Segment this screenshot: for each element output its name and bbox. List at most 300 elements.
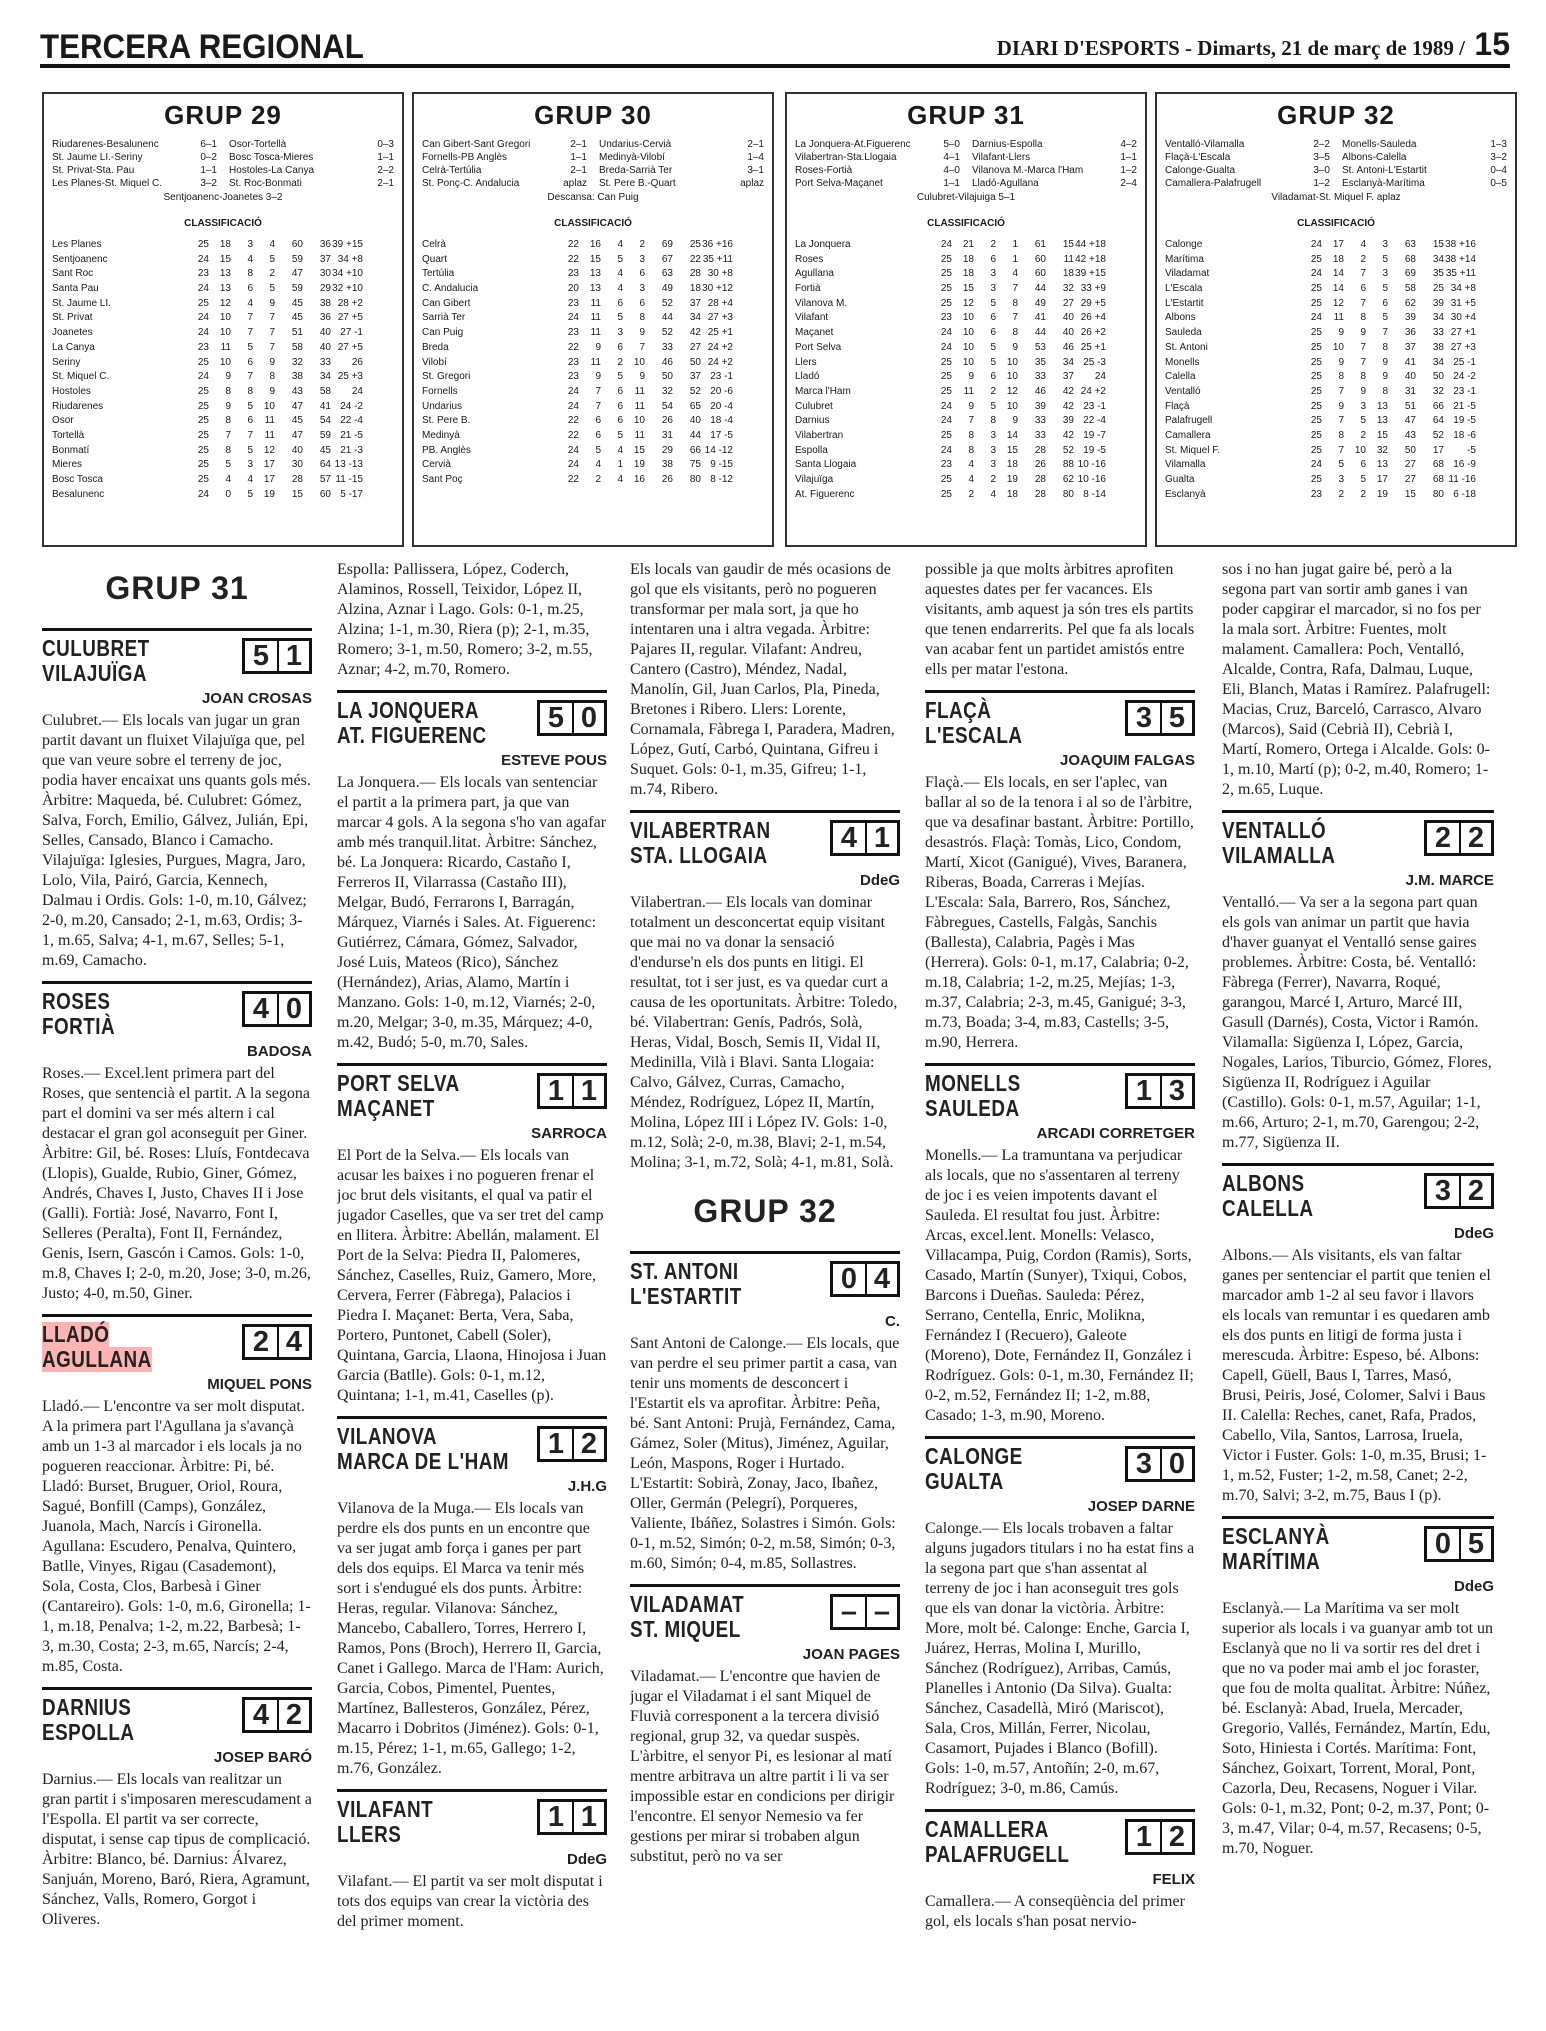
match-report: [925, 1809, 1195, 1932]
home-team: VILADAMAT: [630, 1591, 745, 1617]
match-report: [630, 1584, 900, 1867]
home-team: VENTALLÓ: [1222, 817, 1327, 843]
away-team: L'ESTARTIT: [630, 1283, 742, 1309]
table-row: L'Estartit 25 12 7 6 62 39 31 +5: [1165, 297, 1476, 309]
match-report: [42, 981, 312, 1304]
home-team: LA JONQUERA: [337, 697, 479, 723]
classification-label: CLASSIFICACIÓ: [1297, 218, 1375, 229]
fixture-note: Descansa: Can Puig: [547, 192, 639, 203]
score-digit: 2: [1434, 822, 1452, 854]
fixture: St. Antoni-L'Estartit 0–4: [1342, 165, 1507, 176]
away-team: CALELLA: [1222, 1195, 1314, 1221]
reporter-name: DdeG: [859, 872, 900, 889]
table-row: Fortià 25 15 3 7 44 32 33 +9: [795, 283, 1106, 295]
report-text: Espolla: Pallissera, López, Coderch, Alaminos, Rossell, Teixidor, López II, Alzina, Aznar i Lago. Gols: 0-1, m.25, Alzina; 1-1, m.30, Riera (p); 2-1, m.35, Romero; 3-1, m.50, Romero; 3-2, m.55, Aznar; 4-2, m.70, Romero.: [337, 561, 593, 678]
away-team: MARÍTIMA: [1222, 1548, 1321, 1574]
report-text: Albons.— Als visitants, els van faltar ganes per sentenciar el partit que tenien el marcador amb 1-2 al seu favor i llavors els locals van remuntar i es quedaren amb els dos punts en litigi de forma justa i merescuda. Àrbitre: Espeso, bé. Albons: Capell, Güell, Baus I, Tarres, Masó, Brusi, Peiris, José, Colomer, Salvi i Baus II. Calella: Reches, canet, Rafa, Prados, Cabello, Vila, Santos, Larrosa, Iruela, Victor i Fuster. Gols: 1-0, m.35, Brusi; 1-1, m.52, Fuster; 1-2, m.58, Canet; 2-2, m.70, Salvi; 3-2, m.75, Baus I (p).: [1222, 1247, 1491, 1504]
fixtures: [52, 139, 394, 190]
away-team: AT. FIGUERENC: [337, 722, 487, 748]
score-digit: 1: [547, 1075, 565, 1107]
table-row: Calonge 24 17 4 3 63 15 38 +16: [1165, 239, 1476, 250]
score-digit: 5: [1459, 1529, 1491, 1559]
table-row: Gualta 25 3 5 17 27 68 11 -16: [1165, 474, 1476, 485]
table-row: Breda 22 9 6 7 33 27 24 +2: [422, 341, 733, 353]
fixture-note: Viladamat-St. Miquel F. aplaz: [1271, 192, 1401, 203]
score-box: [830, 1594, 900, 1630]
report-text: Darnius.— Els locals van realitzar un gran partit i s'imposaren merescudament a l'Espolla. El partit va ser correcte, disputat, i sense cap tipus de complicació. Àrbitre: Blanco, bé. Darnius: Álvarez, Sanjuán, Moreno, Baró, Riera, Agramunt, Sánchez, Valls, Romero, Gorgot i Oliveres.: [42, 1771, 312, 1928]
reporter-name: ESTEVE POUS: [501, 752, 607, 769]
match-report: [1222, 1516, 1494, 1859]
reporter-name: JOAN PAGES: [802, 1646, 900, 1663]
match-header: [630, 1251, 900, 1309]
report-text: sos i no han jugat gaire bé, però a la segona part van sortir amb ganes i van poder capgirar el marcador, si no fos per la mala sort. Àrbitre: Fuentes, molt malament. Camallera: Poch, Ventalló, Alcalde, Contra, Rafa, Dalmau, Luque, Eli, Blanch, Matas i Ramírez. Palafrugell: Macias, Cruz, Barceló, Carrasco, Alvaro (Marcos), Said (Cebrià II), Cebrià I, Martí, Romero, Ortega i Alcalde. Gols: 0-1, m.10, Martí (p); 0-2, m.40, Romero; 1-2, m.65, Luque.: [1222, 561, 1491, 798]
match-report: [1222, 1163, 1494, 1506]
report-text: Roses.— Excel.lent primera part del Roses, que sentencià el partit. A la segona part el domini va ser més altern i cal destacar el gran gol aconseguit per Giner. Àrbitre: Gil, bé. Roses: Lluís, Fontdecava (Llopis), Gualde, Rubio, Giner, Gómez, Andrés, Chaves I, Justo, Chaves II i Jose (Galli). Fortià: José, Navarro, Font I, Selleres (Peralta), Font II, Fernández, Genis, Isern, Gascón i Camos. Gols: 1-0, m.8, Chaves I; 2-0, m.20, Jose; 3-0, m.26, Justo; 4-0, m.50, Giner.: [42, 1065, 311, 1302]
reporter-name: C.: [885, 1313, 900, 1330]
fixture: Fornells-PB Anglès 1–1: [422, 152, 587, 163]
group-box: [42, 92, 404, 547]
match-header: [42, 1314, 312, 1372]
match-header: [42, 628, 312, 686]
fixture: St. Jaume LI.-Seriny 0–2: [52, 152, 217, 163]
match-report: [337, 1063, 607, 1406]
score-digit: 0: [277, 994, 309, 1024]
match-header: [337, 1416, 607, 1474]
fixtures: [422, 139, 764, 190]
match-header: [1222, 1516, 1494, 1574]
score-digit: 1: [547, 1801, 565, 1833]
table-row: At. Figuerenc 25 2 4 18 28 80 8 -14: [795, 488, 1106, 500]
score-digit: –: [840, 1596, 858, 1628]
report-text: Ventalló.— Va ser a la segona part quan els gols van animar un partit que havia d'haver guanyat el Ventalló sense gaires problemes. Àrbitre: Costa, bé. Ventalló: Fàbrega (Ferrer), Navarra, Roqué, garangou, Marcé I, Arturo, Marcé III, Gasull (Darnés), Costa, Victor i Ramón. Vilamalla: Sigüenza I, López, Garcia, Nogales, Larios, Tiburcio, Gómez, Flores, Sigüenza II, Rodríguez i Aguilar (Castillo). Gols: 0-1, m.57, Aguilar; 1-1, m.66, Arturo; 2-1, m.70, Garengou; 2-2, m.77, Sigüenza II.: [1222, 894, 1492, 1151]
article-column: [630, 560, 900, 2020]
match-report: [337, 690, 607, 1053]
report-text: Calonge.— Els locals trobaven a faltar alguns jugadors titulars i no ha estat fins a la segona part que s'han assentat al terreny de joc i han aconseguit tres gols que els van donar la victòria. Àrbitre: More, molt bé. Calonge: Enche, Garcia I, Juárez, Herras, Molina I, Murillo, Sánchez (Rodríguez), Arribas, Camús, Planelles i Antonio (Da Silva). Gualta: Sánchez, Casadellà, Miró (Mariscot), Sala, Cros, Millán, Ferrer, Nicolau, Casamort, Pujades i Blanco (Bofill). Gols: 1-0, m.57, Antoñín; 2-0, m.67, Rodríguez; 3-0, m.86, Camús.: [925, 1520, 1195, 1797]
score-digit: 1: [277, 641, 309, 671]
table-row: Cervià 24 4 1 19 38 75 9 -15: [422, 459, 733, 471]
table-row: Vilobí 23 11 2 10 46 50 24 +2: [422, 356, 733, 368]
fixture: Flaçà-L'Escala 3–5: [1165, 152, 1330, 163]
table-row: Sauleda 25 9 9 7 36 33 27 +1: [1165, 327, 1476, 339]
score-digit: 5: [252, 640, 270, 672]
fixture: Darnius-Espolla 4–2: [972, 139, 1137, 150]
score-digit: 3: [1160, 1076, 1192, 1106]
score-digit: 1: [572, 1802, 604, 1832]
table-row: Monells 25 9 7 9 41 34 25 -1: [1165, 356, 1476, 368]
table-row: St. Jaume LI. 25 12 4 9 45 38 28 +2: [52, 297, 363, 309]
fixtures: [1165, 139, 1507, 190]
report-text: Viladamat.— L'encontre que havien de jugar el Viladamat i el sant Miquel de Fluvià corresponent a la tercera divisió regional, grup 32, va quedar suspès. L'àrbitre, el senyor Pi, es lesionar al matí mentre arbitrava un altre partit i li va ser impossible estar en condicions per dirigir l'encontre. El senyor Nemesio va fer gestions per mirar si trobaben algun substitut, però no va ser: [630, 1668, 895, 1865]
home-team: VILABERTRAN: [630, 817, 771, 843]
table-row: Darnius 24 7 8 9 33 39 22 -4: [795, 415, 1106, 427]
home-team: ST. ANTONI: [630, 1258, 739, 1284]
report-text: Camallera.— A conseqüència del primer gol, els locals s'han posat nervio-: [925, 1893, 1185, 1930]
group-box: [785, 92, 1147, 547]
match-header: [337, 1789, 607, 1847]
fixture: Port Selva-Maçanet 1–1: [795, 178, 960, 189]
reporter-name: ARCADI CORRETGER: [1036, 1125, 1195, 1142]
score-digit: 2: [1160, 1822, 1192, 1852]
score-digit: 4: [865, 1264, 897, 1294]
classification-label: CLASSIFICACIÓ: [554, 218, 632, 229]
table-row: Agullana 25 18 3 4 60 18 39 +15: [795, 268, 1106, 280]
score-box: [1424, 820, 1494, 856]
table-row: Vilabertran 25 8 3 14 33 42 19 -7: [795, 429, 1106, 441]
report-text: Vilanova de la Muga.— Els locals van perdre els dos punts en un encontre que va ser jugat amb força i ganes per part dels dos equips. El Marca va tenir més sort i s'endugué els dos punts. Àrbitre: Heras, regular. Vilanova: Sánchez, Mancebo, Caballero, Torres, Herrero I, Ramos, Pons (Broch), Herrero II, Garcia, Canet i Gallego. Marca de l'Ham: Aurich, Garcia, Cobos, Pimentel, Puentes, Martínez, Ballesteros, González, Pérez, Macarro i Dobritos (Jiménez). Gols: 0-1, m.15, Pérez; 1-1, m.65, Gallego; 1-2, m.76, González.: [337, 1500, 604, 1777]
score-digit: 0: [840, 1263, 858, 1295]
group-title: GRUP 31: [907, 100, 1025, 130]
fixture: St. Privat-Sta. Pau 1–1: [52, 165, 217, 176]
article-column: [337, 560, 607, 2020]
score-digit: 2: [572, 1429, 604, 1459]
table-row: St. Privat 24 10 7 7 45 36 27 +5: [52, 312, 363, 324]
match-report: [337, 1416, 607, 1779]
match-header: [925, 1809, 1195, 1867]
table-row: Espolla 24 8 3 15 28 52 19 -5: [795, 444, 1106, 456]
table-row: Calella 25 8 8 9 40 50 24 -2: [1165, 371, 1476, 383]
fixture: Vilanova M.-Marca l'Ham 1–2: [972, 165, 1137, 176]
home-team: CULUBRET: [42, 635, 150, 661]
page-header: [40, 24, 1510, 68]
table-row: Bonmatí 25 8 5 12 40 45 21 -3: [52, 444, 363, 456]
reporter-name: JOSEP DARNE: [1087, 1498, 1195, 1515]
home-team: VILAFANT: [337, 1796, 434, 1822]
fixture: Albons-Calella 3–2: [1342, 152, 1507, 163]
fixture: Bosc Tosca-Mieres 1–1: [229, 152, 394, 163]
newspaper-info: DIARI D'ESPORTS - Dimarts, 21 de març de 1989 /: [996, 36, 1465, 60]
table-row: Mieres 25 5 3 17 30 64 13 -13: [52, 459, 363, 471]
table-row: St. Miquel F. 25 7 10 32 50 17 -5: [1165, 444, 1476, 456]
score-digit: 3: [1135, 702, 1153, 734]
table-row: Llers 25 10 5 10 35 34 25 -3: [795, 356, 1106, 368]
reporter-name: SARROCA: [531, 1125, 607, 1142]
match-report: [925, 690, 1195, 1053]
score-digit: 2: [277, 1700, 309, 1730]
report-text: Flaçà.— Els locals, en ser l'aplec, van ballar al so de la tenora i al so de l'àrbitre, que va desafinar bastant. Àrbitre: Portillo, desastrós. Flaçà: Tomàs, Lico, Condom, Martí, Xicot (Ganigué), Vives, Baranera, Riberas, Boada, Carreras i Mejías. L'Escala: Sala, Barrero, Ros, Sánchez, Fàbregues, Castells, Falgàs, Sanchis (Ballesta), Calabria, Pagès i Mas (Herrera). Gols: 0-1, m.17, Calabria; 0-2, m.18, Calabria; 1-2, m.25, Mejías; 1-3, m.37, Calabria; 2-3, m.45, Ganigué; 3-3, m.73, Boada; 3-4, m.83, Castells; 3-5, m.90, Herrera.: [925, 774, 1194, 1051]
table-row: Ventalló 25 7 9 8 31 32 23 -1: [1165, 385, 1476, 397]
table-row: Can Puig 23 11 3 9 52 42 25 +1: [422, 327, 733, 339]
score-digit: 1: [1135, 1075, 1153, 1107]
group-title: GRUP 29: [164, 100, 282, 130]
table-row: St. Miquel C. 24 9 7 8 38 34 25 +3: [52, 371, 363, 383]
away-team: VILAJUÏGA: [42, 660, 148, 686]
report-text: Culubret.— Els locals van jugar un gran partit davant un fluixet Vilajuïga que, pel que van veure sobre el terreny de joc, podia haver encaixat uns quants gols més. Àrbitre: Maqueda, bé. Culubret: Gómez, Salva, Forch, Emilio, Gálvez, Julián, Epi, Selles, Cansado, Blanco i Camacho. Vilajuïga: Iglesies, Purgues, Magra, Jaro, Lolo, Vila, Pairó, Garcia, Kennech, Dalmau i Ordis. Gols: 1-0, m.10, Gálvez; 2-0, m.20, Cansado; 2-1, m.63, Ordis; 3-1, m.65, Salva; 4-1, m.67, Selles; 5-1, m.69, Camacho.: [42, 712, 311, 969]
reporter-name: JOAN CROSAS: [201, 690, 312, 707]
report-text: La Jonquera.— Els locals van sentenciar el partit a la primera part, ja que van marcar 4 gols. A la segona s'ho van agafar amb més tranquil.litat. Àrbitre: Sánchez, bé. La Jonquera: Ricardo, Castaño I, Ferreros II, Vilarrassa (Castaño III), Melgar, Budó, Ferrarons I, Barragán, Márquez, Viarnés i Sales. At. Figuerenc: Gutiérrez, Cámara, Gómez, Salvador, José Luis, Mateos (Rico), Sánchez (Hernández), Arias, Alamo, Martín i Manzano. Gols: 1-0, m.12, Viarnés; 2-0, m.20, Melgar; 3-0, m.35, Márquez; 4-0, m.42, Budó; 5-0, m.70, Sales.: [337, 774, 607, 1051]
fixture: Lladó-Agullana 2–4: [972, 178, 1137, 189]
score-digit: 4: [840, 822, 858, 854]
match-report: [925, 1436, 1195, 1799]
table-row: St. Pere B. 22 6 6 10 26 40 18 -4: [422, 415, 733, 427]
table-row: Bosc Tosca 25 4 4 17 28 57 11 -15: [52, 474, 363, 485]
reporter-name: DdeG: [1453, 1225, 1494, 1242]
score-digit: 4: [277, 1327, 309, 1357]
score-box: [1424, 1526, 1494, 1562]
table-row: Sarrià Ter 24 11 5 8 44 34 27 +3: [422, 312, 733, 324]
score-box: [830, 1261, 900, 1297]
score-box: [242, 991, 312, 1027]
fixture: La Jonquera-At.Figuerenc 5–0: [795, 139, 960, 150]
match-report: [337, 1789, 607, 1932]
table-row: Hostoles 25 8 8 9 43 58 24: [52, 385, 363, 397]
score-digit: 0: [1434, 1528, 1452, 1560]
match-header: [630, 810, 900, 868]
table-row: Santa Pau 24 13 6 5 59 29 32 +10: [52, 283, 363, 295]
fixture: St. Ponç-C. Andalucia aplaz: [422, 178, 587, 189]
table-row: Joanetes 24 10 7 7 51 40 27 -1: [52, 327, 363, 339]
score-digit: 5: [1160, 703, 1192, 733]
reporter-name: JOAQUIM FALGAS: [1059, 752, 1195, 769]
group-heading: GRUP 31: [105, 570, 249, 606]
report-text: El Port de la Selva.— Els locals van acusar les baixes i no pogueren frenar el joc brut dels visitants, el qual va patir el jugador Caselles, que va ser tret del camp en llitera. Àrbitre: Abellán, malament. El Port de la Selva: Piedra II, Palomeres, Sánchez, Caselles, Ruiz, Gamero, More, Cervera, Ferrer (Fàbrega), Palacios i Piedra I. Maçanet: Berta, Vera, Saba, Portero, Puntonet, Cabell (Soler), Quintana, Garcia, Llaona, Hinojosa i Juan Garcia (Batlle). Gols: 0-1, m.12, Quintana; 1-1, m.41, Caselles (p).: [337, 1147, 607, 1404]
score-box: [537, 1073, 607, 1109]
match-header: [42, 981, 312, 1039]
match-report: [42, 1687, 312, 1930]
score-box: [242, 638, 312, 674]
fixture: Breda-Sarrià Ter 3–1: [599, 165, 764, 176]
match-header: [925, 1436, 1195, 1494]
table-row: Vilanova M. 25 12 5 8 49 27 29 +5: [795, 297, 1106, 309]
table-row: Lladó 25 9 6 10 33 37 24: [795, 371, 1106, 383]
score-digit: 2: [1459, 1176, 1491, 1206]
fixture: Calonge-Gualta 3–0: [1165, 165, 1330, 176]
score-digit: 1: [572, 1076, 604, 1106]
score-digit: 5: [547, 702, 565, 734]
score-digit: 1: [547, 1428, 565, 1460]
score-box: [1125, 700, 1195, 736]
score-box: [830, 820, 900, 856]
score-digit: 0: [1160, 1449, 1192, 1479]
fixture: Esclanyà-Marítima 0–5: [1342, 178, 1507, 189]
home-team: ESCLANYÀ: [1222, 1523, 1330, 1549]
table-row: Marítima 25 18 2 5 68 34 38 +14: [1165, 253, 1476, 265]
table-row: Vilajuïga 25 4 2 19 28 62 10 -16: [795, 474, 1106, 485]
table-row: Viladamat 24 14 7 3 69 35 35 +11: [1165, 268, 1476, 280]
match-header: [925, 690, 1195, 748]
score-box: [1125, 1819, 1195, 1855]
report-text: Monells.— La tramuntana va perjudicar als locals, que no s'assentaren al terreny de joc i es veien impotents davant el Sauleda. El resultat fou just. Àrbitre: Arcas, excel.lent. Monells: Velasco, Villacampa, Puig, Cordon (Ramis), Sorts, Casado, Martín (Sunyer), Txiqui, Cobos, Barcons i Dueñas. Sauleda: Pérez, Serrano, Centella, Enric, Molikna, Fernández I (Recuero), Galeote (Moreno), Dote, Fernández II, González i Rodríguez. Gols: 0-1, m.30, Fernández II; 0-2, m.52, Fernández II; 1-2, m.88, Casado; 1-3, m.90, Moreno.: [925, 1147, 1194, 1424]
group-box: [1155, 92, 1517, 547]
score-digit: 4: [252, 993, 270, 1025]
score-box: [1125, 1073, 1195, 1109]
score-digit: 1: [865, 823, 897, 853]
section-title: TERCERA REGIONAL: [40, 28, 364, 66]
classification-label: CLASSIFICACIÓ: [184, 218, 262, 229]
table-row: Santa Llogaia 23 4 3 18 26 88 10 -16: [795, 459, 1106, 471]
home-team: CAMALLERA: [925, 1816, 1049, 1842]
fixture: Vilafant-Llers 1–1: [972, 152, 1137, 163]
table-row: St. Antoni 25 10 7 8 37 38 27 +3: [1165, 341, 1476, 353]
table-row: La Canya 23 11 5 7 58 40 27 +5: [52, 341, 363, 353]
score-box: [537, 1426, 607, 1462]
table-row: Tortellà 25 7 7 11 47 59 21 -5: [52, 429, 363, 441]
fixture: Celrà-Tertúlia 2–1: [422, 165, 587, 176]
score-box: [1125, 1446, 1195, 1482]
score-digit: –: [865, 1597, 897, 1627]
table-row: La Jonquera 24 21 2 1 61 15 44 +18: [795, 239, 1106, 250]
fixture: Medinyà-Vilobí 1–4: [599, 152, 764, 163]
table-row: Seriny 25 10 6 9 32 33 26: [52, 356, 363, 368]
score-box: [242, 1324, 312, 1360]
away-team: L'ESCALA: [925, 722, 1023, 748]
match-report: [42, 628, 312, 971]
home-team: CALONGE: [925, 1443, 1023, 1469]
report-text: Esclanyà.— La Marítima va ser molt superior als locals i va guanyar amb tot un Esclanyà que no li va sortir res del dret i que no va poder mai amb el joc foraster, que fou de molta qualitat. Àrbitre: Núñez, bé. Esclanyà: Abad, Iruela, Mercader, Gregorio, Vallés, Fernández, Martín, Edu, Soto, Hiniesta i Cortés. Marítima: Font, Sánchez, Goixart, Torrent, Moral, Pont, Cazorla, Deu, Recasens, Noguer i Vilar. Gols: 0-1, m.32, Pont; 0-2, m.37, Pont; 0-3, m.47, Vilar; 0-4, m.57, Recasens; 0-5, m.70, Noguer.: [1222, 1600, 1494, 1857]
home-team: VILANOVA: [337, 1423, 437, 1449]
table-row: St. Gregori 23 9 5 9 50 37 23 -1: [422, 371, 733, 383]
table-row: Vilamalla 24 5 6 13 27 68 16 -9: [1165, 459, 1476, 471]
table-row: Sentjoanenc 24 15 4 5 59 37 34 +8: [52, 253, 363, 265]
table-row: Flaçà 25 9 3 13 51 66 21 -5: [1165, 400, 1476, 412]
fixture: Vilabertran-Sta.Llogaia 4–1: [795, 152, 960, 163]
away-team: MARCA DE L'HAM: [337, 1448, 510, 1474]
away-team: GUALTA: [925, 1468, 1004, 1494]
table-row: PB. Anglès 24 5 4 15 29 66 14 -12: [422, 444, 733, 456]
reporter-name: DdeG: [1453, 1578, 1494, 1595]
fixtures: [795, 139, 1137, 190]
table-row: Sant Roc 23 13 8 2 47 30 34 +10: [52, 268, 363, 280]
table-row: Port Selva 24 10 5 9 53 46 25 +1: [795, 341, 1106, 353]
report-text: Vilabertran.— Els locals van dominar totalment un desconcertat equip visitant que mai no va donar la sensació d'endurse'n els dos punts en litigi. El resultat, tot i ser just, es va quedar curt a causa de les oportunitats. Àrbitre: Toledo, bé. Vilabertran: Genís, Padrós, Solà, Heras, Vidal, Bosch, Semis II, Vidal II, Medinilla, Vilà i Blavi. Santa Llogaia: Calvo, Gálvez, Curras, Camacho, Méndez, Rodríguez, López II, Martín, Molina, López III i López IV. Gols: 1-0, m.12, Solà; 2-0, m.38, Blavi; 2-1, m.54, Molina; 3-1, m.72, Solà; 4-1, m.81, Solà.: [630, 894, 898, 1171]
table-row: Celrà 22 16 4 2 69 25 36 +16: [422, 239, 733, 250]
score-digit: 2: [252, 1326, 270, 1358]
report-text: Sant Antoni de Calonge.— Els locals, que van perdre el seu primer partit a casa, van tenir uns moments de desconcert i l'Estartit els va aprofitar. Àrbitre: Peña, bé. Sant Antoni: Prujà, Fernández, Cama, Gámez, Soler (Mitus), Jiménez, Aguilar, León, Maspons, Roger i Hurtado. L'Estartit: Sobirà, Zonay, Jaco, Ibañez, Oller, Germán (Pelegrí), Porqueres, Valiente, Ibáñez, Solastres i Simón. Gols: 0-1, m.52, Simón; 0-2, m.58, Simón; 0-3, m.60, Simón; 0-4, m.85, Sollastres.: [630, 1335, 900, 1572]
fixture: Can Gibert-Sant Gregori 2–1: [422, 139, 587, 150]
table-row: Esclanyà 23 2 2 19 15 80 6 -18: [1165, 488, 1476, 500]
away-team: PALAFRUGELL: [925, 1841, 1070, 1867]
table-row: Roses 25 18 6 1 60 11 42 +18: [795, 253, 1106, 265]
home-team: FLAÇÀ: [925, 697, 992, 723]
away-team: SAULEDA: [925, 1095, 1020, 1121]
home-team: MONELLS: [925, 1070, 1021, 1096]
report-text: Lladó.— L'encontre va ser molt disputat. A la primera part l'Agullana ja s'avançà amb un 1-3 al marcador i els locals ja no pogueren reaccionar. Àrbitre: Pi, bé. Lladó: Burset, Bruguer, Oriol, Roura, Sagué, Bonfill (Camps), González, Juanola, Mach, Narcís i Gironella. Agullana: Escudero, Penalva, Quintero, Batlle, Vinyes, Rigau (Casademont), Sola, Costa, Clos, Barbesà i Giner (Cantareiro). Gols: 1-0, m.6, Gironella; 1-1, m.18, Penalva; 1-2, m.22, Barbesà; 1-3, m.30, Costa; 2-3, m.65, Narcís; 2-4, m.85, Costa.: [42, 1398, 311, 1675]
match-report: [925, 1063, 1195, 1426]
table-row: Can Gibert 23 11 6 6 52 37 28 +4: [422, 297, 733, 309]
away-team: MAÇANET: [337, 1095, 435, 1121]
reporter-name: BADOSA: [246, 1043, 312, 1060]
report-text: possible ja que molts àrbitres aprofiten aquestes dates per fer vacances. Els visitants, amb aquest ja són tres els partits que tenen endarrerits. Pel que fa als locals van acabar fent un partidet amistós entre ells per matar l'estona.: [925, 561, 1195, 678]
score-digit: 3: [1135, 1448, 1153, 1480]
table-row: Medinyà 22 6 5 11 31 44 17 -5: [422, 429, 733, 441]
score-digit: 4: [252, 1699, 270, 1731]
table-row: Vilafant 23 10 6 7 41 40 26 +4: [795, 312, 1106, 324]
reporter-name: FELIX: [1152, 1871, 1195, 1888]
match-report: [630, 1251, 900, 1574]
home-team: DARNIUS: [42, 1694, 132, 1720]
table-row: Les Planes 25 18 3 4 60 36 39 +15: [52, 239, 363, 250]
table-row: Marca l'Ham 25 11 2 12 46 42 24 +2: [795, 385, 1106, 397]
table-row: Palafrugell 25 7 5 13 47 64 19 -5: [1165, 415, 1476, 427]
table-row: Quart 22 15 5 3 67 22 35 +11: [422, 253, 733, 265]
fixture: St. Roc-Bonmati 2–1: [229, 178, 394, 189]
table-row: Sant Poç 22 2 4 16 26 80 8 -12: [422, 474, 733, 485]
table-row: Culubret 24 9 5 10 39 42 23 -1: [795, 400, 1106, 412]
score-digit: 3: [1434, 1175, 1452, 1207]
fixture: Ventalló-Vilamalla 2–2: [1165, 139, 1330, 150]
table-row: Riudarenes 25 9 5 10 47 41 24 -2: [52, 400, 363, 412]
table-row: Besalunenc 24 0 5 19 15 60 5 -17: [52, 488, 363, 500]
score-box: [537, 1799, 607, 1835]
report-text: Vilafant.— El partit va ser molt disputat i tots dos equips van crear la victòria des del primer moment.: [337, 1873, 603, 1930]
away-team: VILAMALLA: [1222, 842, 1336, 868]
home-team: PORT SELVA: [337, 1070, 460, 1096]
classification-label: CLASSIFICACIÓ: [927, 218, 1005, 229]
match-report: [42, 1314, 312, 1677]
page-number: 15: [1474, 26, 1510, 62]
home-team: ALBONS: [1222, 1170, 1305, 1196]
table-row: Camallera 25 8 2 15 43 52 18 -6: [1165, 429, 1476, 441]
report-text: Els locals van gaudir de més ocasions de gol que els visitants, però no pogueren transformar per mala sort, ja que ho intentaren una i altra vegada. Àrbitre: Pajares II, regular. Vilafant: Andreu, Cantero (Castro), Méndez, Nadal, Manolín, Gil, Juan Carlos, Pla, Pineda, Bretones i Ribero. Llers: Lorente, Cornamala, Fàbrega I, Paradera, Madren, López, Gutí, Carbó, Quintana, Gifreu i Suquet. Gols: 0-1, m.35, Gifreu; 1-1, m.74, Ribero.: [630, 561, 895, 798]
table-row: Albons 24 11 8 5 39 34 30 +4: [1165, 312, 1476, 324]
fixture: Undarius-Cervià 2–1: [599, 139, 764, 150]
table-row: Maçanet 24 10 6 8 44 40 26 +2: [795, 327, 1106, 339]
away-team: FORTIÀ: [42, 1013, 116, 1039]
match-header: [337, 1063, 607, 1121]
table-row: Tertúlia 23 13 4 6 63 28 30 +8: [422, 268, 733, 280]
table-row: L'Escala 25 14 6 5 58 25 34 +8: [1165, 283, 1476, 295]
fixture: Riudarenes-Besalunenc 6–1: [52, 139, 217, 150]
away-team: ESPOLLA: [42, 1719, 135, 1745]
group-heading: GRUP 32: [693, 1193, 837, 1229]
score-box: [537, 700, 607, 736]
match-header: [925, 1063, 1195, 1121]
match-header: [42, 1687, 312, 1745]
fixture: Les Planes-St. Miquel C. 3–2: [52, 178, 217, 189]
table-row: Fornells 24 7 6 11 32 52 20 -6: [422, 385, 733, 397]
home-team: LLADÓ: [42, 1321, 110, 1347]
table-row: C. Andalucia 20 13 4 3 49 18 30 +12: [422, 283, 733, 295]
group-title: GRUP 30: [534, 100, 652, 130]
away-team: LLERS: [337, 1821, 402, 1847]
match-header: [1222, 1163, 1494, 1221]
reporter-name: J.M. MARCE: [1405, 872, 1494, 889]
reporter-name: MIQUEL PONS: [207, 1376, 312, 1393]
fixture: Osor-Tortellà 0–3: [229, 139, 394, 150]
fixture: Camallera-Palafrugell 1–2: [1165, 178, 1330, 189]
reporter-name: DdeG: [566, 1851, 607, 1868]
match-header: [630, 1584, 900, 1642]
home-team: ROSES: [42, 988, 111, 1014]
group-box: [412, 92, 774, 547]
match-header: [1222, 810, 1494, 868]
article-column: [925, 560, 1195, 2020]
away-team: ST. MIQUEL: [630, 1616, 741, 1642]
score-box: [242, 1697, 312, 1733]
article-column: [42, 560, 312, 2020]
away-team: AGULLANA: [42, 1346, 152, 1372]
fixture-note: Sentjoanenc-Joanetes 3–2: [163, 192, 283, 203]
article-column: [1222, 560, 1494, 2020]
table-row: Undarius 24 7 6 11 54 65 20 -4: [422, 400, 733, 412]
match-report: [1222, 810, 1494, 1153]
match-report: [630, 810, 900, 1173]
reporter-name: J.H.G: [567, 1478, 607, 1495]
table-row: Osor 25 8 6 11 45 54 22 -4: [52, 415, 363, 427]
score-box: [1424, 1173, 1494, 1209]
match-header: [337, 690, 607, 748]
score-digit: 2: [1459, 823, 1491, 853]
fixture-note: Culubret-Vilajuiga 5–1: [916, 192, 1016, 203]
reporter-name: JOSEP BARÓ: [213, 1749, 312, 1766]
fixture: Hostoles-La Canya 2–2: [229, 165, 394, 176]
group-title: GRUP 32: [1277, 100, 1395, 130]
away-team: STA. LLOGAIA: [630, 842, 768, 868]
fixture: Monells-Sauleda 1–3: [1342, 139, 1507, 150]
fixture: Roses-Fortià 4–0: [795, 165, 960, 176]
fixture: St. Pere B.-Quart aplaz: [599, 178, 764, 189]
score-digit: 1: [1135, 1821, 1153, 1853]
score-digit: 0: [572, 703, 604, 733]
